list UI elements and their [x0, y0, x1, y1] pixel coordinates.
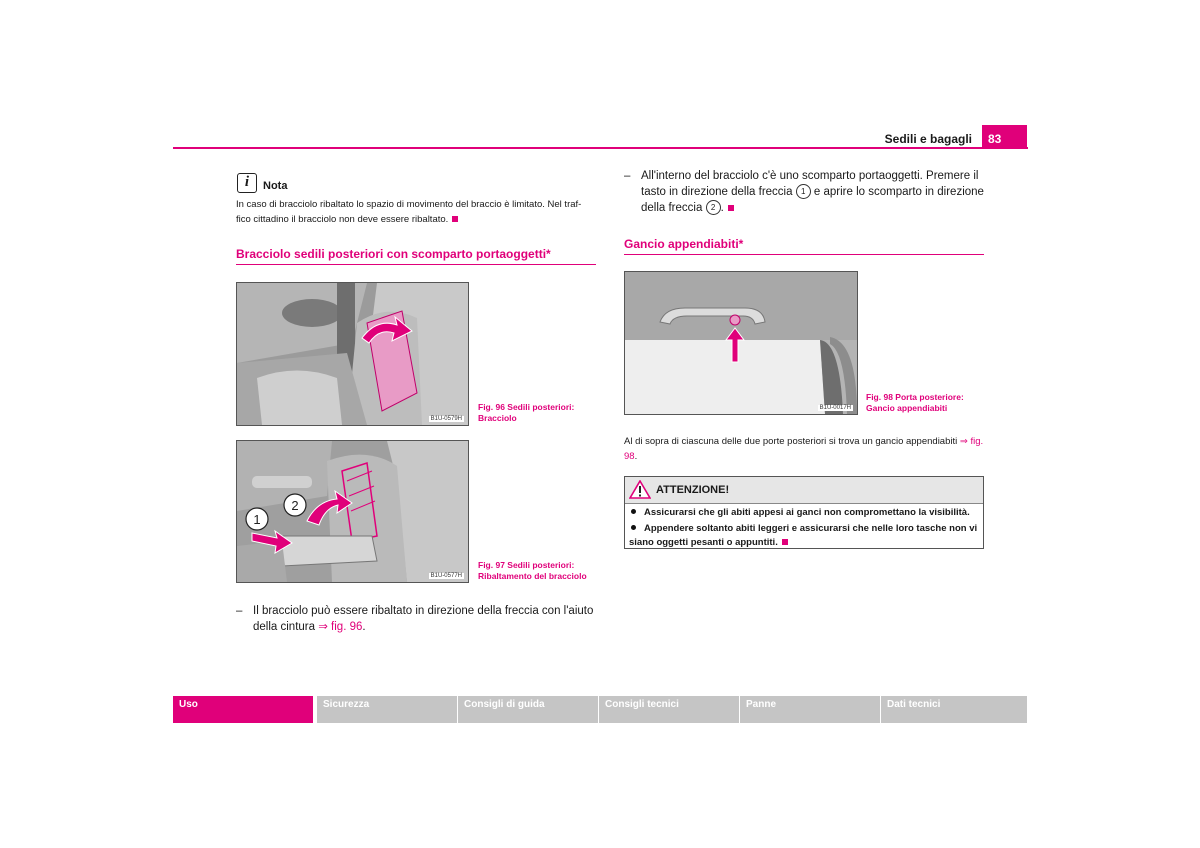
bullet-icon: [631, 525, 636, 530]
note-title: Nota: [263, 180, 288, 192]
callout-circle-1: 1: [796, 184, 811, 199]
warning-item-1: [629, 506, 979, 520]
page-number-badge: 83: [982, 125, 1027, 148]
section-heading-armrest: Bracciolo sedili posteriori con scomparto portaoggetti*: [236, 247, 596, 265]
figure-97-marker-1: 1: [253, 512, 261, 527]
warning-triangle-icon: [629, 480, 651, 499]
tab-consigli-tecnici[interactable]: Consigli tecnici: [599, 696, 739, 723]
tab-consigli-di-guida[interactable]: Consigli di guida: [458, 696, 598, 723]
warning-body: [629, 506, 979, 550]
figure-97-code: B1U-0577H: [430, 573, 462, 579]
warning-header: [625, 477, 983, 504]
running-header-title: Sedili e bagagli: [884, 132, 972, 146]
note-text: [236, 197, 598, 227]
hook-description-text: Al di sopra di ciascuna delle due porte posteriori si trova un gancio appendiabiti: [624, 436, 958, 447]
storage-text-a: All'interno del bracciolo c'è uno scomparto portaoggetti. Premere il tasto in direzione della freccia: [641, 170, 979, 198]
warning-item-2-text: Appendere soltanto abiti leggeri e assicurarsi che nelle loro tasche non vi siano oggetti pesanti o appuntiti.: [629, 523, 978, 548]
tab-dati-tecnici[interactable]: Dati tecnici: [881, 696, 1027, 723]
figure-96-armrest: [236, 282, 469, 426]
figure-97-caption: Fig. 97 Sedili posteriori: Ribaltamento del bracciolo: [478, 560, 587, 581]
list-dash: –: [624, 170, 631, 182]
tab-uso[interactable]: Uso: [173, 696, 313, 723]
list-dash: –: [236, 605, 243, 617]
storage-text-b: e aprire lo scomparto in direzione della freccia: [641, 186, 984, 214]
header-divider: [173, 147, 1028, 149]
hook-description-end: .: [634, 451, 638, 462]
figure-98-coat-hook: [624, 271, 858, 415]
end-square-icon: [452, 216, 458, 222]
warning-item-2: [629, 522, 979, 550]
note-body: In caso di bracciolo ribaltato lo spazio di movimento del braccio è limitato. Nel traf- fico cittadino il bracciolo non deve essere ribaltato.: [236, 199, 582, 225]
armrest-instruction-end: .: [362, 621, 366, 633]
figure-98-code: B1U-0017H: [819, 405, 851, 411]
storage-instruction: [624, 168, 984, 216]
warning-title: ATTENZIONE!: [656, 484, 730, 496]
tab-sicurezza[interactable]: Sicurezza: [317, 696, 457, 723]
end-square-icon: [728, 205, 734, 211]
armrest-instruction: [236, 603, 598, 635]
fig-96-link[interactable]: ⇒ fig. 96: [318, 621, 363, 633]
hook-description: [624, 434, 984, 464]
bullet-icon: [631, 509, 636, 514]
figure-97-armrest-fold: [236, 440, 469, 583]
info-icon: i: [237, 173, 257, 193]
warning-item-1-text: Assicurarsi che gli abiti appesi ai ganci non compromettano la visibilità.: [644, 507, 970, 518]
storage-text-c: .: [720, 202, 724, 214]
figure-98-caption: Fig. 98 Porta posteriore: Gancio appendiabiti: [866, 392, 964, 413]
figure-96-caption: Fig. 96 Sedili posteriori: Bracciolo: [478, 402, 575, 423]
armrest-instruction-text: Il bracciolo può essere ribaltato in direzione della freccia con l'aiuto della cintura: [253, 605, 594, 633]
warning-box: [624, 476, 984, 549]
section-heading-hook: Gancio appendiabiti*: [624, 237, 984, 255]
tab-panne[interactable]: Panne: [740, 696, 880, 723]
end-square-icon: [782, 539, 788, 545]
figure-96-code: B1U-0579H: [430, 416, 462, 422]
fig-98-link[interactable]: ⇒ fig. 98: [624, 436, 984, 462]
figure-97-marker-2: 2: [291, 498, 299, 513]
callout-circle-2: 2: [706, 200, 721, 215]
